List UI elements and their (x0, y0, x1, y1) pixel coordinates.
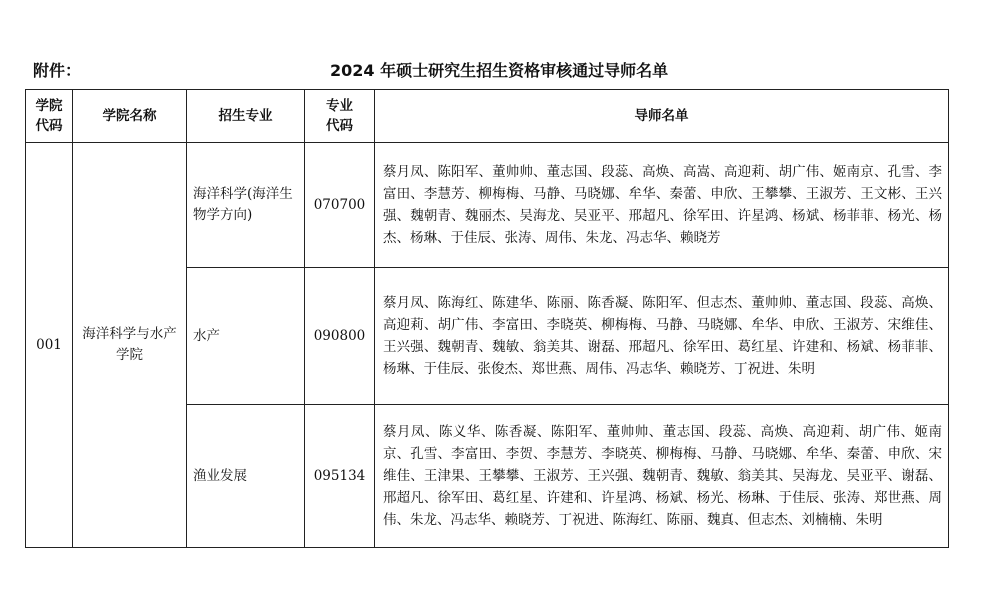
header-supervisors: 导师名单 (375, 90, 949, 143)
college-name-cell: 海洋科学与水产学院 (73, 143, 187, 548)
major-code-cell: 095134 (305, 405, 375, 548)
supervisor-list-cell: 蔡月凤、陈义华、陈香凝、陈阳军、董帅帅、董志国、段蕊、高焕、高迎莉、胡广伟、姬南京、孔雪、李富田、李贺、李慧芳、李晓英、柳梅梅、马静、马晓娜、牟华、秦蕾、申欣、宋维佳、王津果、王攀攀、王淑芳、王兴强、魏朝青、魏敏、翁美其、吴海龙、吴亚平、谢磊、邢超凡、徐军田、葛红星、许建和、许星鸿、杨斌、杨光、杨琳、于佳辰、张涛、郑世燕、周伟、朱龙、冯志华、赖晓芳、丁祝进、陈海红、陈丽、魏真、但志杰、刘楠楠、朱明 (375, 405, 949, 548)
attachment-label: 附件： (33, 61, 82, 80)
major-code-cell: 090800 (305, 268, 375, 405)
header-major-code: 专业代码 (305, 90, 375, 143)
supervisor-list-cell: 蔡月凤、陈阳军、董帅帅、董志国、段蕊、高焕、高嵩、高迎莉、胡广伟、姬南京、孔雪、李富田、李慧芳、柳梅梅、马静、马晓娜、牟华、秦蕾、申欣、王攀攀、王淑芳、王文彬、王兴强、魏朝青、魏丽杰、吴海龙、吴亚平、邢超凡、徐军田、许星鸿、杨斌、杨菲菲、杨光、杨杰、杨琳、于佳辰、张涛、周伟、朱龙、冯志华、赖晓芳 (375, 143, 949, 268)
college-code-cell: 001 (26, 143, 73, 548)
table-row (26, 143, 949, 268)
header-major: 招生专业 (187, 90, 305, 143)
supervisor-table (25, 89, 949, 548)
supervisor-list-cell: 蔡月凤、陈海红、陈建华、陈丽、陈香凝、陈阳军、但志杰、董帅帅、董志国、段蕊、高焕、高迎莉、胡广伟、李富田、李晓英、柳梅梅、马静、马晓娜、牟华、申欣、王淑芳、宋维佳、王兴强、魏朝青、魏敏、翁美其、谢磊、邢超凡、徐军田、葛红星、许建和、杨斌、杨菲菲、杨琳、于佳辰、张俊杰、郑世燕、周伟、冯志华、赖晓芳、丁祝进、朱明 (375, 268, 949, 405)
table-header-row (26, 90, 949, 143)
major-cell: 渔业发展 (187, 405, 305, 548)
document-title: 2024 年硕士研究生招生资格审核通过导师名单 (330, 61, 669, 80)
header-college-code: 学院代码 (26, 90, 73, 143)
major-code-cell: 070700 (305, 143, 375, 268)
major-cell: 水产 (187, 268, 305, 405)
header-college-name: 学院名称 (73, 90, 187, 143)
major-cell: 海洋科学(海洋生物学方向) (187, 143, 305, 268)
